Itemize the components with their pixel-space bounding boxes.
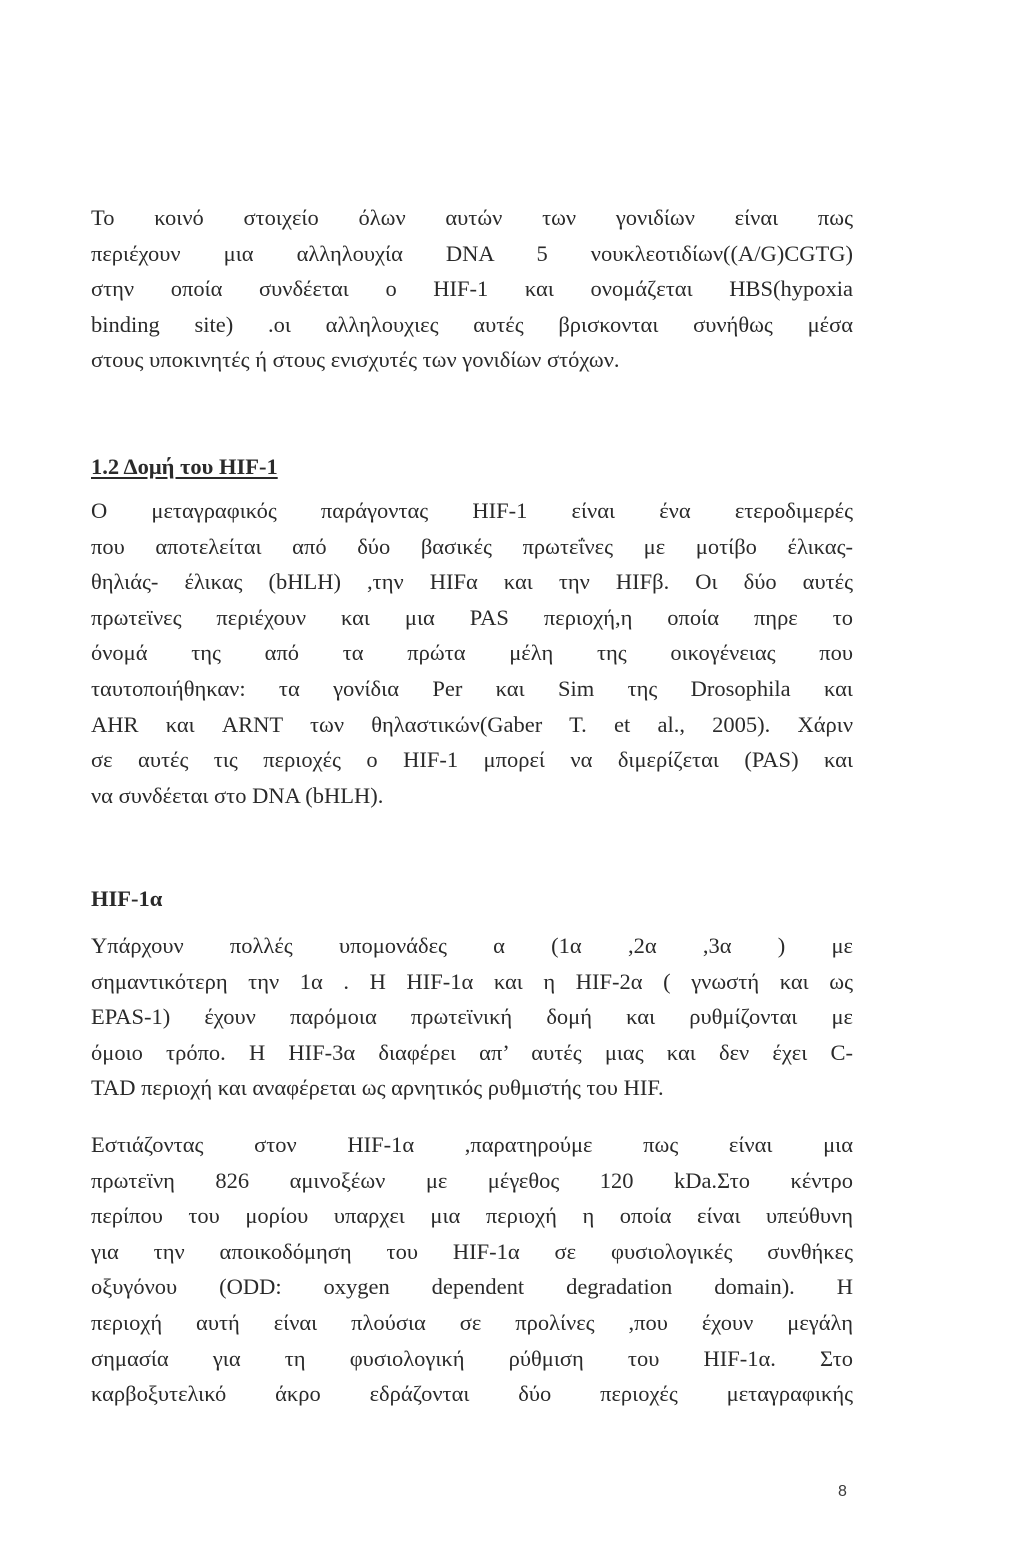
text-line: στην οποία συνδέεται ο HIF-1 και ονομάζεται HBS(hypoxia <box>91 276 853 302</box>
text-line: θηλιάς- έλικας (bHLH) ,την HIFα και την HIFβ. Οι δύο αυτές <box>91 569 853 595</box>
text-line: στους υποκινητές ή στους ενισχυτές των γονιδίων στόχων. <box>91 347 620 373</box>
paragraph-hif1a-focus <box>91 1127 853 1412</box>
text-line: EPAS-1) έχουν παρόμοια πρωτεϊνική δομή και ρυθμίζονται με <box>91 1004 853 1030</box>
text-line: όμοιο τρόπο. Η HIF-3α διαφέρει απ’ αυτές μιας και δεν έχει C- <box>91 1039 853 1065</box>
text-line: σε αυτές τις περιοχές ο HIF-1 μπορεί να διμερίζεται (PAS) και <box>91 747 853 773</box>
text-line: να συνδέεται στο DNA (bHLH). <box>91 782 384 808</box>
text-line: που αποτελείται από δύο βασικές πρωτεΐνες με μοτίβο έλικας- <box>91 533 853 559</box>
paragraph-hbs <box>91 200 853 378</box>
text-line: Εστιάζοντας στον HIF-1α ,παρατηρούμε πως είναι μια <box>91 1132 853 1157</box>
paragraph-structure <box>91 493 853 813</box>
page-number: 8 <box>838 1483 847 1500</box>
text-line: Το κοινό στοιχείο όλων αυτών των γονιδίων είναι πως <box>91 205 853 230</box>
text-line: σημαντικότερη την 1α . Η HIF-1α και η HIF-2α ( γνωστή και ως <box>91 968 853 994</box>
text-line: TAD περιοχή και αναφέρεται ως αρνητικός ρυθμιστής του HIF. <box>91 1075 664 1101</box>
paragraph-subunits <box>91 928 853 1106</box>
text-line: όνομά της από τα πρώτα μέλη της οικογένειας που <box>91 640 853 666</box>
section-heading: 1.2 Δομή του HIF-1 <box>91 454 278 479</box>
text-line: Υπάρχουν πολλές υπομονάδες α (1α ,2α ,3α ) με <box>91 933 853 958</box>
text-line: περίπου του μορίου υπαρχει μια περιοχή η οποία είναι υπεύθυνη <box>91 1203 853 1229</box>
subsection-heading: HIF-1α <box>91 886 163 911</box>
text-line: ταυτοποιήθηκαν: τα γονίδια Per και Sim της Drosophila και <box>91 675 853 701</box>
text-line: για την αποικοδόμηση του HIF-1α σε φυσιολογικές συνθήκες <box>91 1238 853 1264</box>
text-line: AHR και ARNT των θηλαστικών(Gaber T. et al., 2005). Χάριν <box>91 711 853 737</box>
text-line: Ο μεταγραφικός παράγοντας HIF-1 είναι ένα ετεροδιμερές <box>91 498 853 523</box>
text-line: πρωτεϊνες περιέχουν και μια PAS περιοχή,η οποία πηρε το <box>91 604 853 630</box>
text-line: σημασία για τη φυσιολογική ρύθμιση του HIF-1α. Στο <box>91 1345 853 1371</box>
text-line: περιοχή αυτή είναι πλούσια σε προλίνες ,που έχουν μεγάλη <box>91 1309 853 1335</box>
text-line: καρβοξυτελικό άκρο εδράζονται δύο περιοχές μεταγραφικής <box>91 1381 853 1407</box>
text-line: binding site) .οι αλληλουχιες αυτές βρισκονται συνήθως μέσα <box>91 311 853 337</box>
text-line: οξυγόνου (ODD: oxygen dependent degradation domain). Η <box>91 1274 853 1300</box>
text-line: πρωτεϊνη 826 αμινοξέων με μέγεθος 120 kDa.Στο κέντρο <box>91 1167 853 1193</box>
text-line: περιέχουν μια αλληλουχία DNA 5 νουκλεοτιδίων((A/G)CGTG) <box>91 240 853 266</box>
